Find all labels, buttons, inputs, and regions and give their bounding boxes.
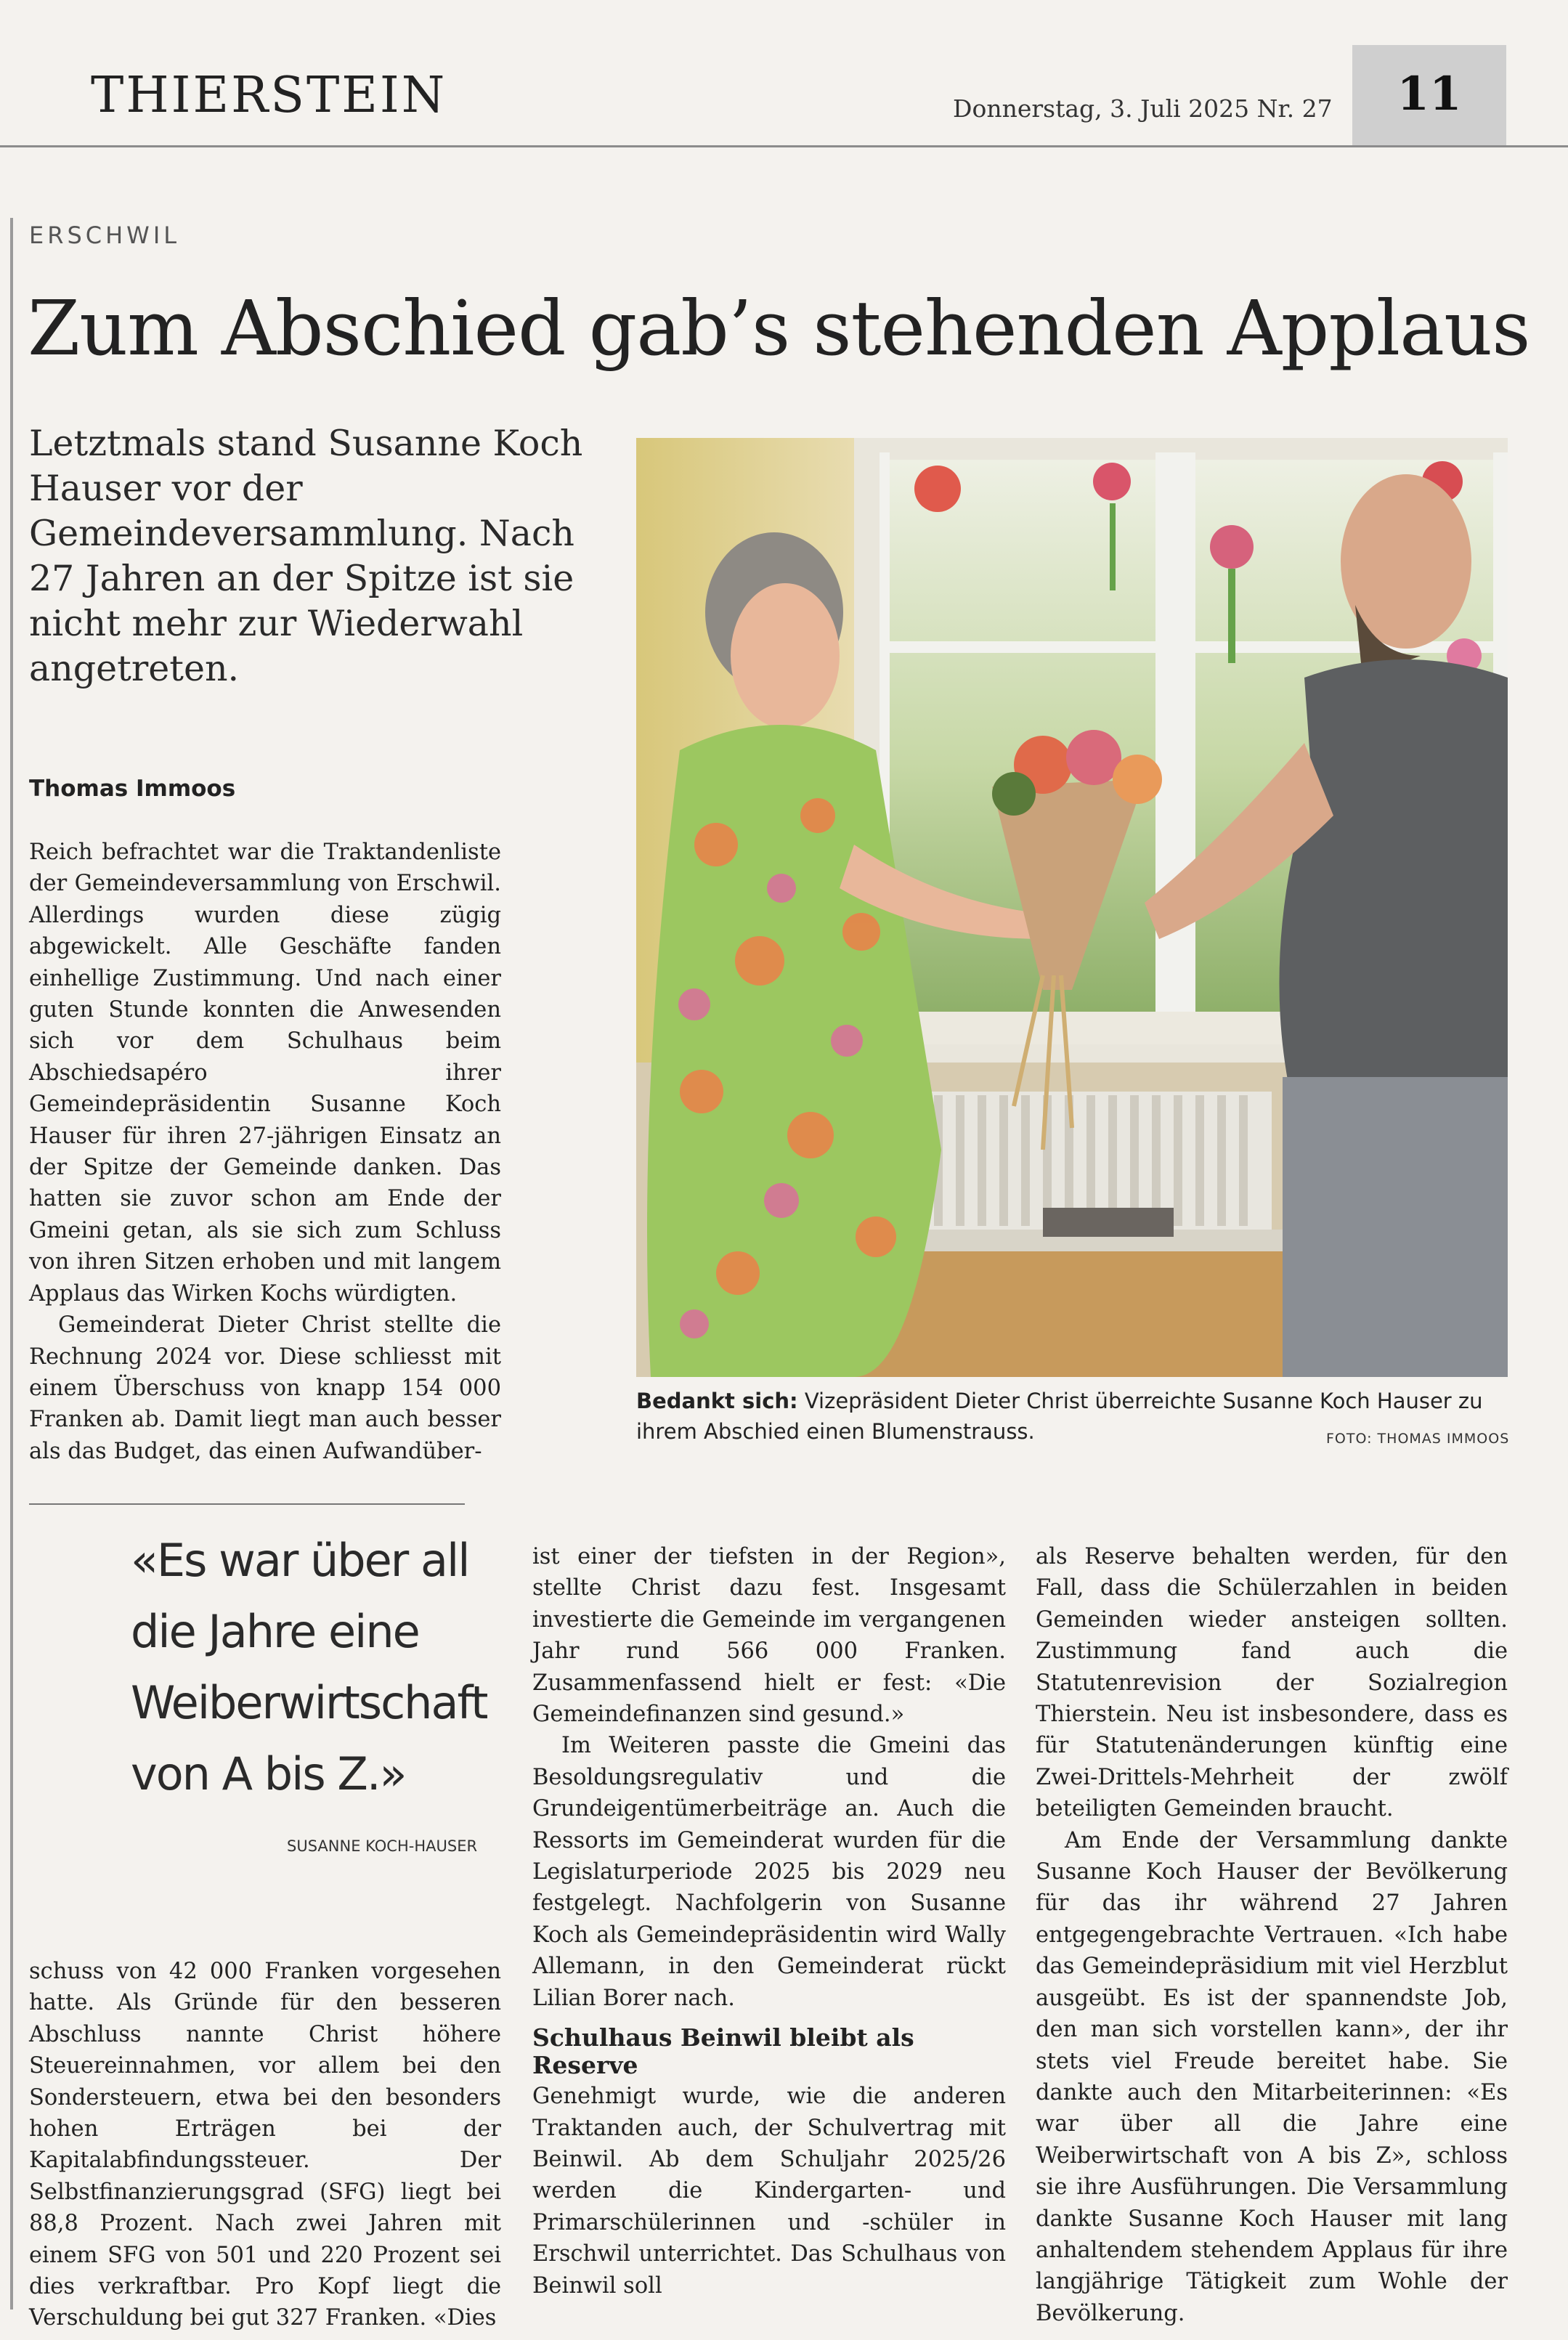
column-1-top <box>29 837 501 1467</box>
paragraph: ist einer der tiefsten in der Region», stellte Christ dazu fest. Insgesamt investierte die Gemeinde im vergangenen Jahr rund 566 000 Franken. Zusammenfassend hielt er fest: «Die Gemeindefinanzen sind gesund.» <box>532 1544 1006 1728</box>
quote-attribution: SUSANNE KOCH-HAUSER <box>287 1837 478 1855</box>
article-kicker: ERSCHWIL <box>29 222 181 249</box>
column-1-bottom <box>29 1956 501 2334</box>
paragraph: Reich befrachtet war die Traktandenliste der Gemeindeversammlung von Erschwil. Allerdings wurden diese zügig abgewickelt. Alle Geschäfte fanden einhellige Zustimmung. Und nach einer guten Stunde konnten die Anwesenden sich vor dem Schulhaus beim Abschiedsapéro ihrer Gemeindepräsidentin Susanne Koch Hauser für ihren 27-jährigen Einsatz an der Spitze der Gemeinde danken. Das hatten sie zuvor schon am Ende der Gmeini getan, als sie sich zum Schluss von ihren Sitzen erhoben und mit langem Applaus das Wirken Kochs würdigten. <box>29 840 501 1307</box>
photo-credit: FOTO: THOMAS IMMOOS <box>1326 1431 1510 1447</box>
article-subhead: Schulhaus Beinwil bleibt als Reserve <box>532 2023 914 2080</box>
date-text: Donnerstag, 3. Juli 2025 <box>953 94 1250 123</box>
paragraph: Im Weiteren passte die Gmeini das Besoldungsregulativ und die Grundeigentümerbeiträge an. Auch die Ressorts im Gemeinderat wurden für die Legislaturperiode 2025 bis 2029 neu festgelegt. Nachfolgerin von Susanne Koch als Gemeindepräsidentin wird Wally Allemann, in den Gemeinderat rückt Lilian Borer nach. <box>532 1733 1006 2011</box>
paragraph: als Reserve behalten werden, für den Fall, dass die Schülerzahlen in beiden Gemeinden wieder ansteigen sollten. Zustimmung fand auch die Statutenrevision der Sozialregion Thierstein. Neu ist insbesondere, dass es für Statutenänderungen künftig eine Zwei-Drittels-Mehrheit der zwölf beteiligten Gemeinden braucht. <box>1036 1544 1508 1822</box>
column-2 <box>532 1541 1006 2302</box>
quote-divider <box>29 1503 465 1505</box>
paragraph: schuss von 42 000 Franken vorgesehen hatte. Als Gründe für den besseren Abschluss nannte Christ höhere Steuereinnahmen, vor allem bei den Sondersteuern, etwa bei den besonders hohen Erträgen bei der Kapitalabfindungssteuer. Der Selbstfinanzierungsgrad (SFG) liegt bei 88,8 Prozent. Nach zwei Jahren mit einem SFG von 501 und 220 Prozent sei dies verkraftbar. Pro Kopf liegt die Verschuldung bei gut 327 Franken. «Dies <box>29 1959 501 2331</box>
article-lead: Letztmals stand Susanne Koch Hauser vor der Gemeindeversammlung. Nach 27 Jahren an der Spitze ist sie nicht mehr zur Wiederwahl angetreten. <box>29 423 583 689</box>
column-3 <box>1036 1541 1508 2329</box>
issue-number: Nr. 27 <box>1256 94 1333 123</box>
caption-lead: Bedankt sich: <box>636 1389 798 1413</box>
page-number: 11 <box>1397 67 1462 121</box>
section-name: THIERSTEIN <box>91 67 447 124</box>
article-headline: Zum Abschied gab’s stehenden Applaus <box>28 284 1530 373</box>
paragraph: Am Ende der Versammlung dankte Susanne Koch Hauser der Bevölkerung für das ihr während 27 Jahren entgegengebrachte Vertrauen. «Ich habe das Gemeindepräsidium mit viel Herzblut ausgeübt. Es ist der spannendste Job, den man sich vorstellen kann», der ihr stets viel Freude bereitet habe. Sie dankte auch den Mitarbeiterinnen: «Es war über all die Jahre eine Weiberwirtschaft von A bis Z», schloss sie ihre Ausführungen. Die Versammlung dankte Susanne Koch Hauser mit lang anhaltendem stehendem Applaus für ihre langjährige Tätigkeit zum Wohle der Bevölkerung. <box>1036 1827 1508 2326</box>
pull-quote: «Es war über all die Jahre eine Weiberwirtschaft von A bis Z.» <box>131 1534 487 1800</box>
margin-rule <box>10 218 13 2309</box>
paragraph: Genehmigt wurde, wie die anderen Traktanden auch, der Schulvertrag mit Beinwil. Ab dem Schuljahr 2025/26 werden die Kindergarten- und Primarschülerinnen und -schüler in Erschwil unterrichtet. Das Schulhaus von Beinwil soll <box>532 2084 1006 2299</box>
masthead-divider <box>0 145 1568 147</box>
issue-date <box>953 94 1333 123</box>
caption-text: Vizepräsident Dieter Christ überreichte Susanne Koch Hauser zu ihrem Abschied einen Blumenstrauss. <box>636 1389 1483 1444</box>
article-photo <box>636 438 1508 1377</box>
article-author: Thomas Immoos <box>29 776 236 802</box>
paragraph: Gemeinderat Dieter Christ stellte die Rechnung 2024 vor. Diese schliesst mit einem Überschuss von knapp 154 000 Franken ab. Damit liegt man auch besser als das Budget, das einen Aufwandüber- <box>29 1312 501 1464</box>
